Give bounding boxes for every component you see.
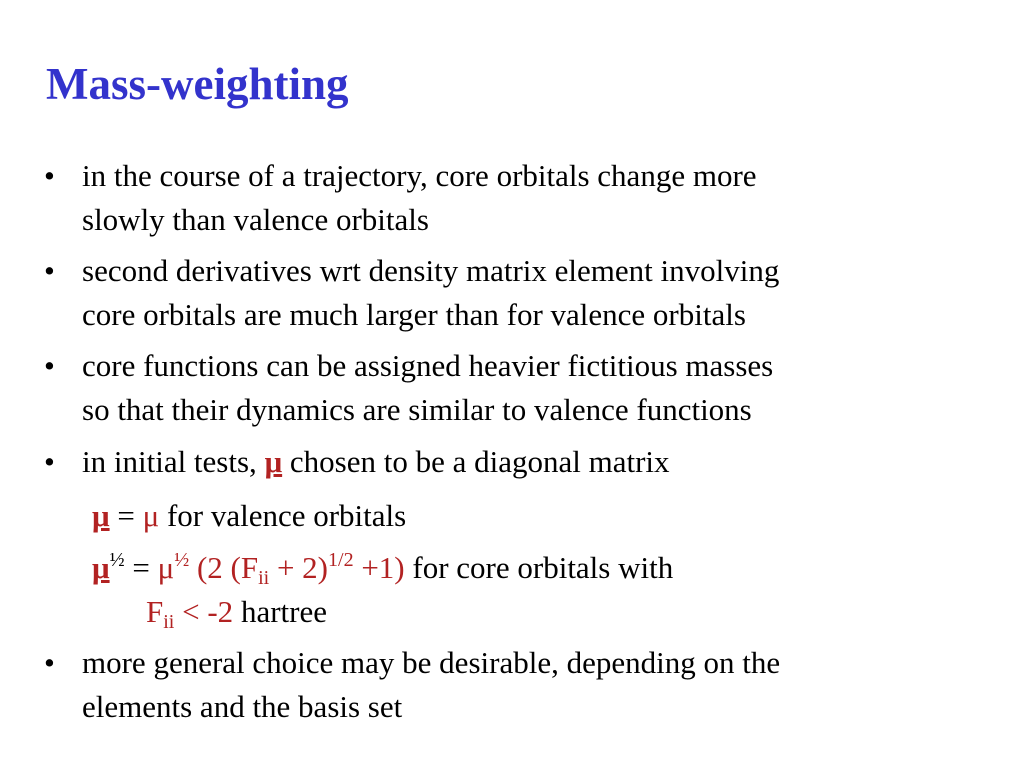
- text-segment: in initial tests,: [82, 444, 265, 479]
- bullet-item: [44, 440, 670, 484]
- mu-symbol: μ: [157, 550, 175, 585]
- bullet-text-line: [82, 440, 670, 484]
- slide-title: Mass-weighting: [46, 59, 349, 109]
- bullet-dot: •: [44, 444, 55, 479]
- equation-valence: [92, 494, 406, 538]
- bullet-text-line: second derivatives wrt density matrix element involving: [82, 253, 780, 288]
- fock-symbol: F: [146, 594, 164, 629]
- mu-symbol: μ: [142, 498, 160, 533]
- unit-text: hartree: [233, 594, 327, 629]
- bullet-item: [44, 344, 774, 432]
- condition-text: < -2: [174, 594, 234, 629]
- expression-part: + 2): [269, 550, 329, 585]
- equation-core: [92, 546, 673, 590]
- equation-text: for valence orbitals: [159, 498, 407, 533]
- mu-matrix-symbol: μ: [92, 550, 110, 585]
- equals-sign: =: [124, 550, 158, 585]
- bullet-item: [44, 641, 781, 729]
- equation-condition: [146, 590, 327, 634]
- bullet-text-line: slowly than valence orbitals: [82, 202, 429, 237]
- exponent-half: ½: [174, 549, 190, 571]
- exponent-half: ½: [109, 549, 125, 571]
- expression-part: +1): [353, 550, 405, 585]
- bullet-dot: •: [44, 645, 55, 680]
- exponent-one-half: 1/2: [328, 549, 354, 571]
- equals-sign: =: [109, 498, 143, 533]
- bullet-text-line: so that their dynamics are similar to valence functions: [82, 392, 752, 427]
- bullet-text-line: core functions can be assigned heavier fictitious masses: [82, 348, 774, 383]
- mu-matrix-symbol: μ: [264, 444, 283, 479]
- text-segment: chosen to be a diagonal matrix: [282, 444, 670, 479]
- subscript-ii: ii: [258, 567, 270, 589]
- bullet-item: [44, 154, 757, 242]
- bullet-text-line: in the course of a trajectory, core orbitals change more: [82, 158, 757, 193]
- bullet-dot: •: [44, 158, 55, 193]
- bullet-text-line: core orbitals are much larger than for valence orbitals: [82, 297, 746, 332]
- bullet-dot: •: [44, 348, 55, 383]
- equation-text: for core orbitals with: [404, 550, 674, 585]
- bullet-text-line: more general choice may be desirable, depending on the: [82, 645, 781, 680]
- subscript-ii: ii: [163, 611, 175, 633]
- expression-part: (2 (F: [189, 550, 259, 585]
- bullet-dot: •: [44, 253, 55, 288]
- bullet-text-line: elements and the basis set: [82, 689, 403, 724]
- mu-matrix-symbol: μ: [92, 498, 110, 533]
- bullet-item: [44, 249, 780, 337]
